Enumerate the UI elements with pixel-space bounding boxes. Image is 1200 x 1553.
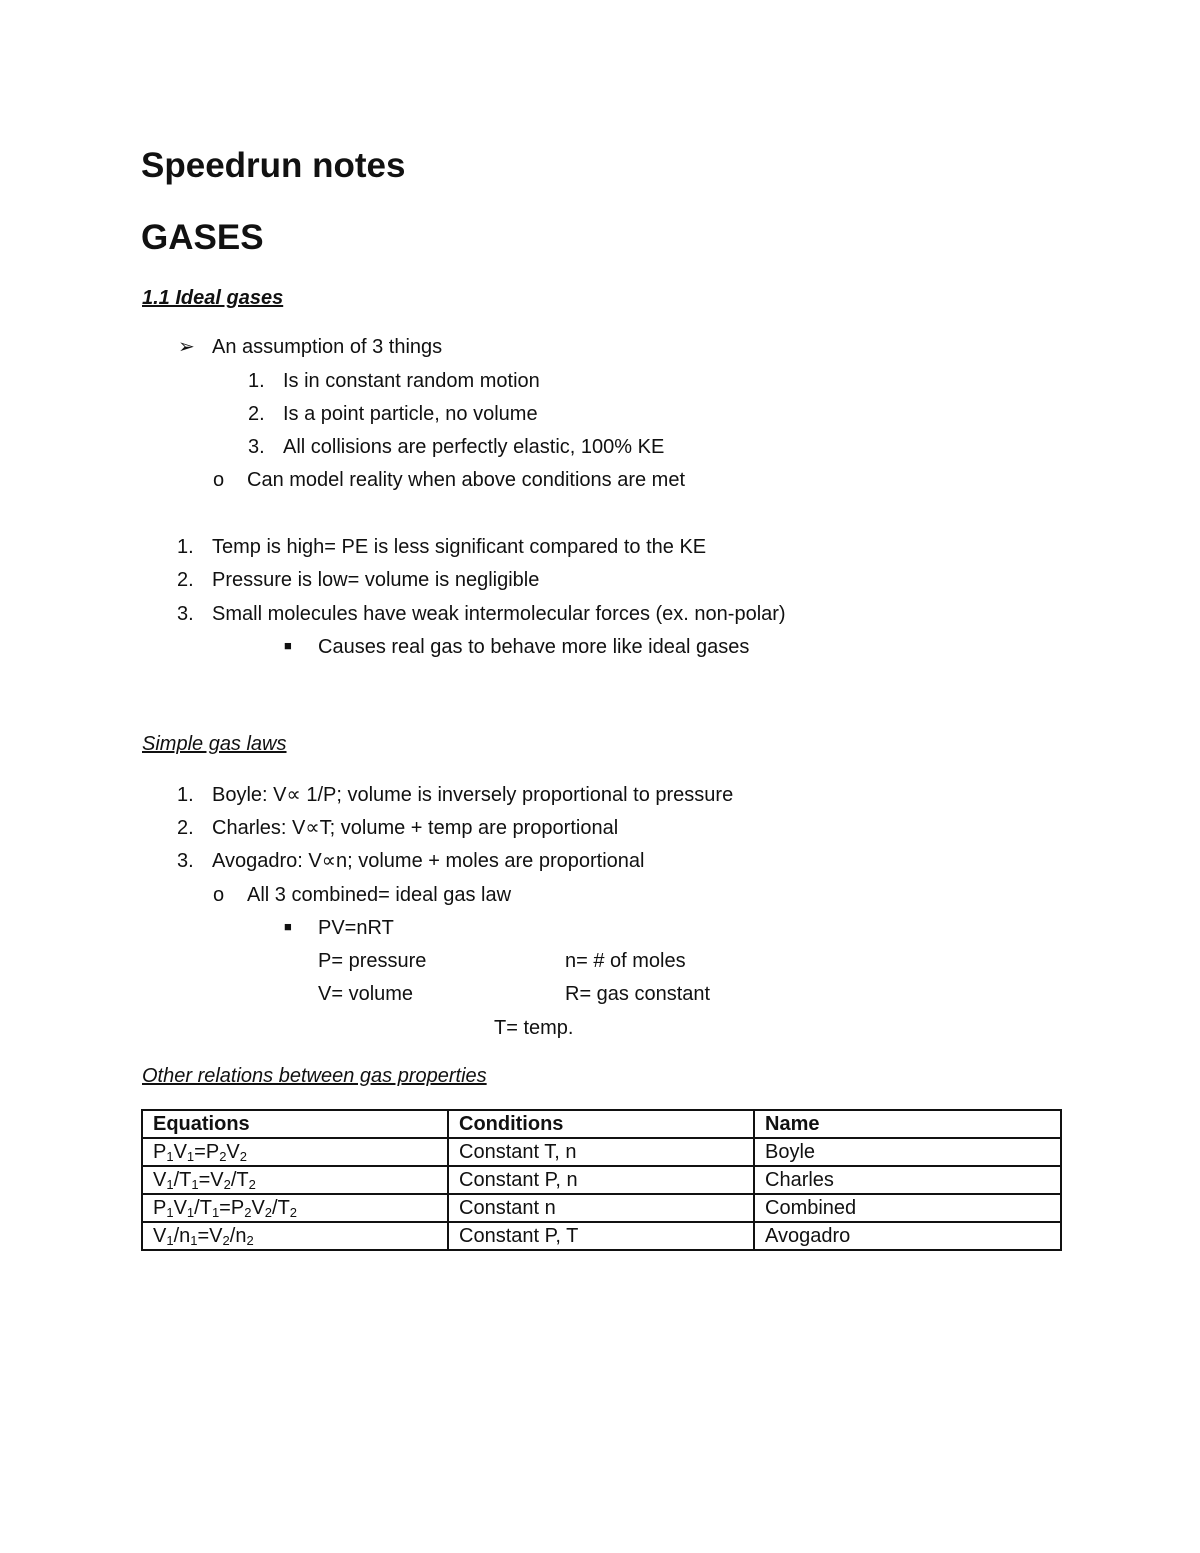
subscript: 2 [244, 1205, 252, 1220]
list-item-charles: Charles: V∝T; volume + temp are proportional [212, 817, 619, 839]
subscript: 1 [166, 1233, 174, 1248]
name-cell: Avogadro [754, 1222, 1061, 1250]
equation-cell: $P_1V_1=P_2V_2$ [142, 1138, 448, 1166]
section-heading-simple-gas-laws: Simple gas laws [142, 733, 287, 755]
subscript: 2 [289, 1205, 298, 1220]
variable-r: R= gas constant [565, 983, 711, 1005]
subscript: 1 [190, 1233, 198, 1248]
arrow-bullet-icon: ➢ [178, 336, 195, 358]
list-item-model-reality: Can model reality when above conditions are met [247, 469, 686, 491]
list-item-real-gas: Causes real gas to behave more like ideal gases [318, 636, 750, 658]
conditions-cell: Constant P, n [448, 1166, 754, 1194]
name-cell: Boyle [754, 1138, 1061, 1166]
list-item: Temp is high= PE is less significant compared to the KE [212, 536, 707, 558]
gas-relations-table [141, 1109, 1062, 1251]
column-header-name: Name [754, 1110, 1061, 1138]
subscript: 1 [211, 1205, 220, 1220]
subscript: 2 [264, 1205, 273, 1220]
table-row [142, 1222, 1061, 1250]
list-item-boyle: Boyle: V∝ 1/P; volume is inversely proportional to pressure [212, 784, 734, 806]
subscript: 1 [166, 1205, 174, 1220]
document-title: Speedrun notes [141, 146, 406, 185]
subscript: 2 [239, 1149, 247, 1164]
list-item: Is a point particle, no volume [283, 403, 538, 425]
list-item-number: 1. [177, 784, 194, 806]
subscript: 2 [223, 1177, 231, 1192]
subscript: 2 [248, 1177, 256, 1192]
variable-v: V= volume [318, 983, 414, 1005]
subscript: 1 [191, 1177, 199, 1192]
variable-t: T= temp. [494, 1017, 574, 1039]
subscript: 1 [186, 1149, 195, 1164]
section-heading-ideal-gases: 1.1 Ideal gases [142, 287, 284, 309]
table-header-row [142, 1110, 1061, 1138]
equation-cell: $P_1V_1/T_1=P_2V_2/T_2$ [142, 1194, 448, 1222]
variable-n: n= # of moles [565, 950, 686, 972]
subscript: 2 [219, 1149, 227, 1164]
ideal-gas-equation: PV=nRT [318, 917, 394, 939]
subscript: 1 [186, 1205, 195, 1220]
list-item-number: 3. [177, 850, 194, 872]
section-heading-other-relations: Other relations between gas properties [142, 1065, 487, 1087]
conditions-cell: Constant P, T [448, 1222, 754, 1250]
list-item-number: 3. [248, 436, 265, 458]
subscript: 2 [222, 1233, 230, 1248]
list-item-number: 1. [177, 536, 194, 558]
column-header-conditions: Conditions [448, 1110, 754, 1138]
list-item-avogadro: Avogadro: V∝n; volume + moles are proportional [212, 850, 645, 872]
list-item-number: 1. [248, 370, 265, 392]
square-bullet-icon: ■ [284, 638, 292, 653]
list-item-assumption: An assumption of 3 things [212, 336, 443, 358]
circle-bullet-icon: o [213, 884, 225, 906]
table-row [142, 1194, 1061, 1222]
subscript: 1 [166, 1177, 174, 1192]
conditions-cell: Constant T, n [448, 1138, 754, 1166]
list-item-number: 2. [177, 569, 194, 591]
variable-p: P= pressure [318, 950, 427, 972]
name-cell: Combined [754, 1194, 1061, 1222]
list-item: All collisions are perfectly elastic, 100% KE [283, 436, 665, 458]
list-item: Pressure is low= volume is negligible [212, 569, 540, 591]
equation-cell: $V_1/T_1=V_2/T_2$ [142, 1166, 448, 1194]
name-cell: Charles [754, 1166, 1061, 1194]
list-item-number: 2. [248, 403, 265, 425]
subscript: 2 [246, 1233, 254, 1248]
subscript: 1 [166, 1149, 174, 1164]
column-header-equations: Equations [142, 1110, 448, 1138]
list-item-number: 3. [177, 603, 194, 625]
table-row [142, 1166, 1061, 1194]
circle-bullet-icon: o [213, 469, 225, 491]
equation-cell: $V_1/n_1=V_2/n_2$ [142, 1222, 448, 1250]
list-item: Small molecules have weak intermolecular forces (ex. non-polar) [212, 603, 786, 625]
square-bullet-icon: ■ [284, 919, 292, 934]
list-item-number: 2. [177, 817, 194, 839]
table-row [142, 1138, 1061, 1166]
conditions-cell: Constant n [448, 1194, 754, 1222]
chapter-heading: GASES [141, 218, 264, 257]
list-item-combined: All 3 combined= ideal gas law [247, 884, 512, 906]
list-item: Is in constant random motion [283, 370, 540, 392]
